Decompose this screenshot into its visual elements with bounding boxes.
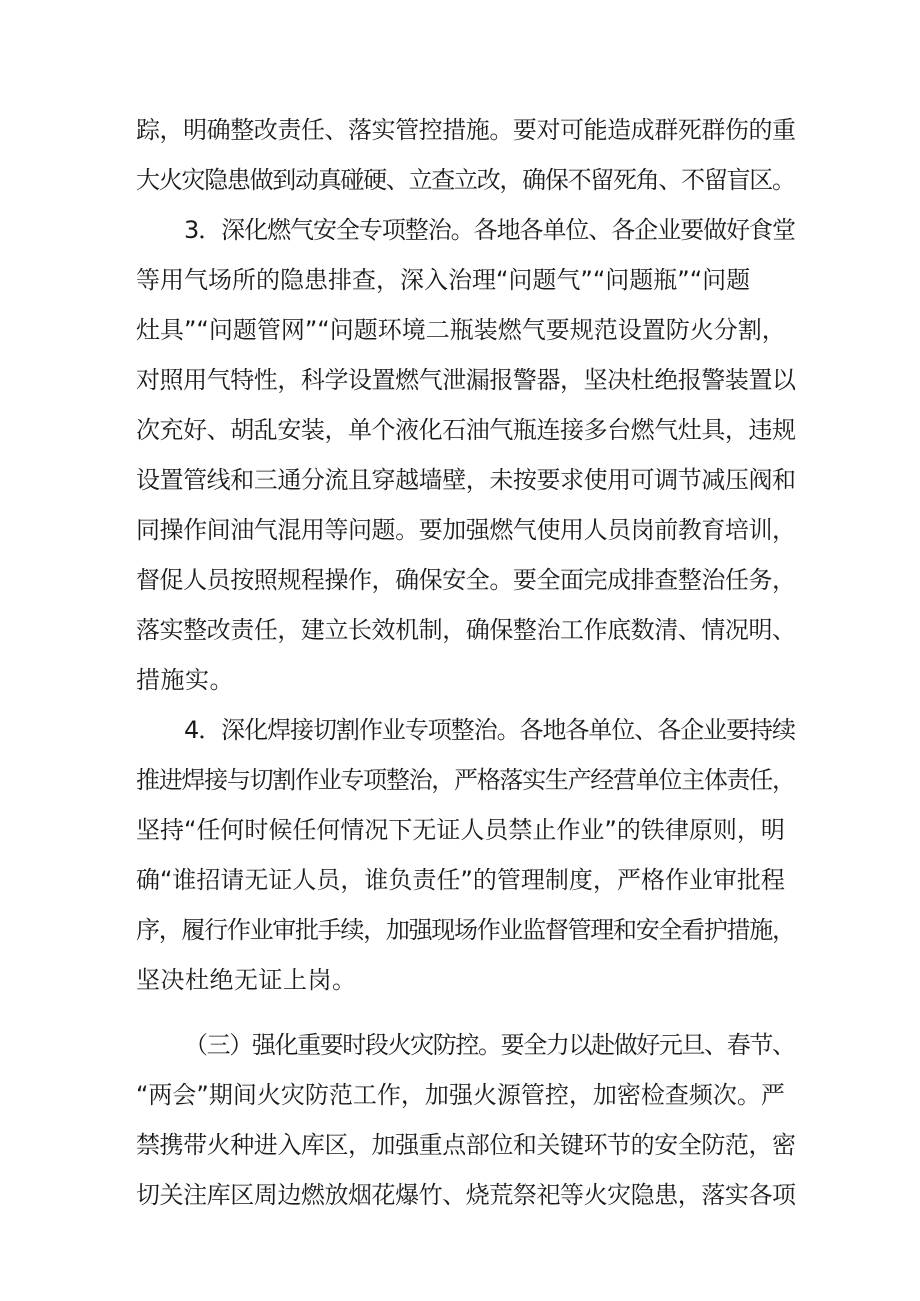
text-line: 大火灾隐患做到动真碰硬、立查立改，确保不留死角、不留盲区。	[136, 166, 795, 194]
text-line: 4．深化焊接切割作业专项整治。各地各单位、各企业要持续	[184, 716, 795, 744]
text-line: 次充好、胡乱安装，单个液化石油气瓶连接多台燃气灶具，违规	[136, 416, 796, 444]
text-line: 对照用气特性，科学设置燃气泄漏报警器，坚决杜绝报警装置以	[136, 366, 796, 394]
text-line: 等用气场所的隐患排查，深入治理“问题气”“问题瓶”“问题	[136, 266, 751, 294]
text-line: 坚决杜绝无证上岗。	[136, 966, 357, 994]
text-line: 措施实。	[136, 666, 234, 694]
text-line: 确“谁招请无证人员，谁负责任”的管理制度，严格作业审批程	[136, 866, 785, 894]
text-line: 踪，明确整改责任、落实管控措施。要对可能造成群死群伤的重	[136, 116, 796, 144]
text-line: 3．深化燃气安全专项整治。各地各单位、各企业要做好食堂	[184, 216, 795, 244]
text-line: 落实整改责任，建立长效机制，确保整治工作底数清、情况明、	[136, 616, 796, 644]
text-line: （三）强化重要时段火灾防控。要全力以赴做好元旦、春节、	[184, 1031, 795, 1059]
text-line: 推进焊接与切割作业专项整治，严格落实生产经营单位主体责任，	[136, 766, 795, 794]
text-line: 序，履行作业审批手续，加强现场作业监督管理和安全看护措施，	[136, 916, 795, 944]
text-line: 坚持“任何时候任何情况下无证人员禁止作业”的铁律原则，明	[136, 816, 785, 844]
text-line: 同操作间油气混用等问题。要加强燃气使用人员岗前教育培训，	[136, 516, 796, 544]
text-line: 禁携带火种进入库区，加强重点部位和关键环节的安全防范，密	[136, 1131, 796, 1159]
text-line: 灶具”“问题管网”“问题环境二瓶装燃气要规范设置防火分割，	[136, 316, 786, 344]
text-line: 切关注库区周边燃放烟花爆竹、烧荒祭祀等火灾隐患，落实各项	[136, 1181, 796, 1209]
text-line: 设置管线和三通分流且穿越墙壁，未按要求使用可调节减压阀和	[136, 466, 796, 494]
text-line: “两会”期间火灾防范工作，加强火源管控，加密检查频次。严	[136, 1081, 785, 1109]
text-line: 督促人员按照规程操作，确保安全。要全面完成排查整治任务，	[136, 566, 796, 594]
